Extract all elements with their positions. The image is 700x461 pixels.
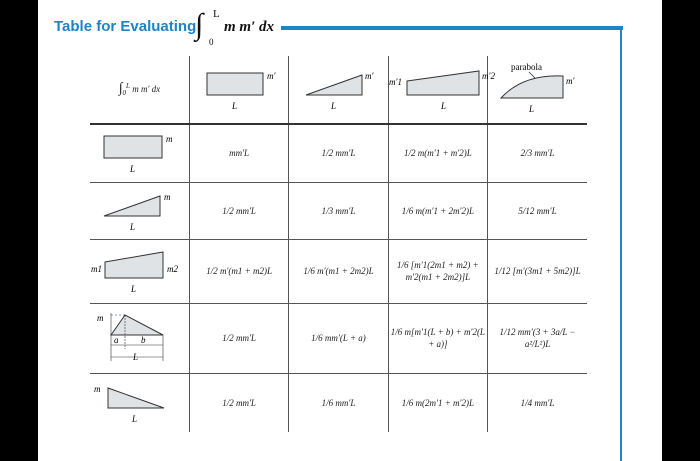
cell-r2-c3: 1/6 m(m′1 + 2m′2)L: [388, 182, 487, 239]
col3-m1prime: m′1: [388, 76, 402, 87]
cell-r4-c3: 1/6 m[m′1(L + b) + m′2(L + a)]: [388, 303, 487, 373]
cell-r1-c3: 1/2 m(m′1 + m′2)L: [388, 124, 487, 182]
row-trapezoid-diagram: [91, 246, 187, 296]
row-triangle-peak-diagram: [91, 309, 187, 367]
col4-parabola-label: parabola: [510, 61, 542, 72]
trapezoid-diagram: [389, 67, 499, 113]
row-triangle-down: [90, 373, 189, 432]
parabola-diagram: [493, 62, 583, 118]
row2-L: L: [130, 221, 136, 232]
col-rectangle: [189, 56, 288, 124]
row-triangle-peak: [90, 303, 189, 373]
row3-m1: m1: [91, 264, 103, 274]
corner-upper: L: [126, 82, 130, 91]
title-rule: [281, 26, 623, 30]
frame-right-border: [620, 26, 622, 461]
document-page: [38, 0, 662, 461]
integral-table: [90, 56, 587, 432]
row-triangle: [90, 182, 189, 239]
header-row: [90, 56, 587, 124]
col1-mprime: m′: [267, 70, 276, 81]
row-rectangle: [90, 124, 189, 182]
col4-L: L: [528, 103, 534, 114]
page-title: Table for Evaluating: [54, 18, 197, 35]
row4-b: b: [141, 335, 146, 345]
row4-m: m: [97, 313, 104, 323]
cell-r3-c4: 1/12 [m′(3m1 + 5m2)]L: [488, 239, 587, 303]
rectangle-diagram: [199, 67, 279, 113]
table-row: [90, 239, 587, 303]
cell-r2-c1: 1/2 mm′L: [189, 182, 288, 239]
row4-a: a: [114, 335, 119, 345]
table-row: [90, 303, 587, 373]
row-trapezoid: [90, 239, 189, 303]
triangle-diagram: [298, 67, 378, 113]
cell-r5-c4: 1/4 mm′L: [488, 373, 587, 432]
cell-r4-c1: 1/2 mm′L: [189, 303, 288, 373]
col-parabola: [488, 56, 587, 124]
row-triangle-down-diagram: [94, 380, 184, 426]
row4-L: L: [133, 352, 139, 362]
cell-r2-c4: 5/12 mm′L: [488, 182, 587, 239]
integral-upper: L: [213, 8, 220, 20]
row3-m2: m2: [167, 264, 179, 274]
table-row: [90, 182, 587, 239]
cell-r1-c4: 2/3 mm′L: [488, 124, 587, 182]
cell-r3-c3: 1/6 [m′1(2m1 + m2) + m′2(m1 + 2m2)]L: [388, 239, 487, 303]
row1-m: m: [166, 134, 173, 145]
integral-sign: ∫: [195, 8, 204, 41]
cell-r4-c4: 1/12 mm′(3 + 3a/L − a²/L²)L: [488, 303, 587, 373]
cell-r2-c2: 1/3 mm′L: [289, 182, 388, 239]
row5-m: m: [94, 383, 101, 394]
integral-expression: m m′ dx: [224, 19, 275, 35]
cell-r4-c2: 1/6 mm′(L + a): [289, 303, 388, 373]
row3-L: L: [131, 284, 137, 294]
col2-L: L: [331, 100, 337, 111]
integral-lower: 0: [209, 37, 214, 47]
col-trapezoid: [388, 56, 495, 124]
cell-r3-c2: 1/6 m′(m1 + 2m2)L: [289, 239, 388, 303]
row-triangle-diagram: [94, 188, 184, 234]
cell-r5-c1: 1/2 mm′L: [189, 373, 288, 432]
table-row: [90, 124, 587, 182]
corner-lower: 0: [122, 88, 127, 97]
col3-L: L: [440, 100, 446, 111]
table-row: [90, 373, 587, 432]
col2-mprime: m′: [365, 70, 374, 81]
col3-m2prime: m′2: [481, 70, 495, 81]
col-triangle: [289, 56, 388, 124]
corner-cell: $\int_0^L$ m m′ dx: [90, 56, 189, 124]
cell-r5-c3: 1/6 m(2m′1 + m′2)L: [388, 373, 487, 432]
cell-r5-c2: 1/6 mm′L: [289, 373, 388, 432]
col1-L: L: [232, 100, 238, 111]
cell-r1-c1: mm′L: [189, 124, 288, 182]
row1-L: L: [130, 164, 136, 175]
cell-r3-c1: 1/2 m′(m1 + m2)L: [189, 239, 288, 303]
row-rectangle-diagram: [94, 130, 184, 176]
col4-mprime: m′: [565, 75, 574, 86]
corner-expression: m m′ dx: [132, 84, 161, 95]
cell-r1-c2: 1/2 mm′L: [289, 124, 388, 182]
row2-m: m: [164, 191, 171, 202]
row5-L: L: [132, 413, 138, 424]
